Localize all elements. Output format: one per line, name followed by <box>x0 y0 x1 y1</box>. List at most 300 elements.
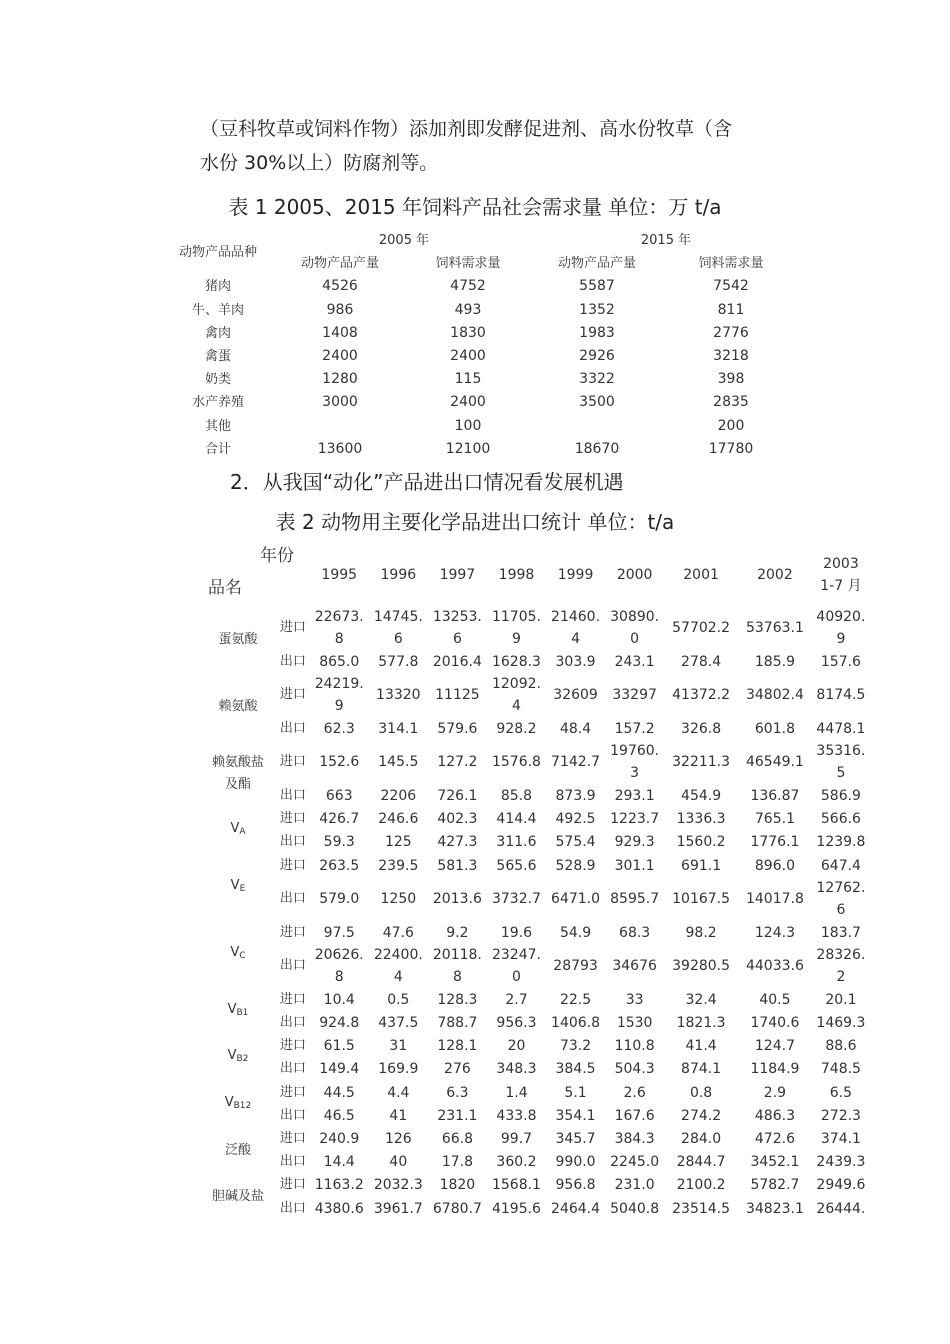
value-cell: 167.6 <box>614 1107 655 1124</box>
table-row <box>200 717 870 740</box>
value-cell: 33 <box>625 991 644 1008</box>
import-label: 进口 <box>279 1131 306 1147</box>
value-cell: 663 <box>325 787 353 804</box>
table-row <box>200 831 870 854</box>
table-row <box>200 944 870 988</box>
value-cell: 986 <box>326 301 354 318</box>
value-cell: 13600 <box>317 440 363 457</box>
export-label: 出口 <box>279 1200 306 1216</box>
import-label: 进口 <box>279 924 306 940</box>
value-cell: 579.0 <box>319 891 360 908</box>
value-cell: 66.8 <box>441 1131 473 1148</box>
value-cell: 4195.6 <box>491 1200 541 1217</box>
value-cell: 115 <box>454 371 482 388</box>
value-cell: 1280 <box>322 371 358 388</box>
export-label: 出口 <box>279 1015 306 1031</box>
header-corner <box>200 543 310 606</box>
table-row <box>160 275 800 298</box>
table-row <box>200 606 870 650</box>
value-cell: 384.3 <box>614 1131 655 1148</box>
intro-line-1: （豆科牧草或饲料作物）添加剂即发酵促进剂、高水份牧草（含 <box>200 118 733 140</box>
value-cell: 384.5 <box>555 1061 596 1078</box>
value-cell: 240.9 <box>319 1131 360 1148</box>
value-cell: 348.3 <box>496 1061 537 1078</box>
value-cell: 145.5 <box>378 754 419 771</box>
value-cell: 32.4 <box>685 991 717 1008</box>
intro-paragraph <box>200 112 820 180</box>
value-cell: 57702.2 <box>672 620 731 636</box>
value-cell: 427.3 <box>437 834 478 851</box>
value-cell: 1.4 <box>505 1084 528 1101</box>
value-cell: 1352 <box>579 301 615 318</box>
table-row <box>200 1174 870 1197</box>
value-cell: 20118. 8 <box>432 947 482 986</box>
value-cell: 9.2 <box>446 924 469 941</box>
header-year-label: 年份 <box>260 546 294 566</box>
value-cell: 1568.1 <box>491 1177 541 1194</box>
value-cell: 157.6 <box>820 653 861 670</box>
value-cell: 44.5 <box>323 1084 355 1101</box>
year-header: 2000 <box>616 566 653 583</box>
value-cell: 3000 <box>322 394 358 411</box>
import-label: 进口 <box>279 991 306 1007</box>
value-cell: 128.3 <box>437 991 478 1008</box>
value-cell: 1250 <box>380 891 417 908</box>
value-cell: 301.1 <box>614 857 655 874</box>
year-header: 2001 <box>683 566 719 583</box>
value-cell: 14017.8 <box>745 891 804 908</box>
value-cell: 276 <box>444 1061 471 1078</box>
value-cell: 2016.4 <box>432 653 482 670</box>
value-cell: 4752 <box>450 278 486 295</box>
value-cell: 2400 <box>322 348 358 365</box>
value-cell: 12762. 6 <box>816 880 866 919</box>
value-cell: 726.1 <box>437 787 478 804</box>
export-label: 出口 <box>279 653 306 669</box>
value-cell: 1628.3 <box>491 653 541 670</box>
header-feed: 饲料需求量 <box>698 256 764 272</box>
value-cell: 272.3 <box>820 1107 861 1124</box>
value-cell: 4478.1 <box>816 720 866 737</box>
value-cell: 398 <box>717 371 745 388</box>
value-cell: 19760. 3 <box>610 743 660 782</box>
table-row <box>200 1035 870 1058</box>
value-cell: 528.9 <box>555 857 596 874</box>
value-cell: 2100.2 <box>676 1177 726 1194</box>
value-cell: 4380.6 <box>314 1200 364 1217</box>
table-row <box>200 1127 870 1150</box>
value-cell: 246.6 <box>378 811 419 828</box>
value-cell: 28793 <box>553 958 598 975</box>
import-label: 进口 <box>279 620 306 635</box>
value-cell: 23514.5 <box>672 1200 731 1217</box>
value-cell: 136.87 <box>750 787 800 804</box>
product-subscript: B2 <box>236 1054 249 1065</box>
table-row <box>200 740 870 784</box>
year-header: 1998 <box>498 566 535 583</box>
row-label: 猪肉 <box>204 279 231 295</box>
value-cell: 59.3 <box>323 834 355 851</box>
value-cell: 21460. 4 <box>551 609 601 647</box>
header-item-label: 品名 <box>208 578 242 598</box>
value-cell: 231.0 <box>614 1177 655 1194</box>
value-cell: 68.3 <box>619 924 651 941</box>
value-cell: 8595.7 <box>610 891 660 908</box>
value-cell: 691.1 <box>681 857 722 874</box>
value-cell: 360.2 <box>496 1154 537 1171</box>
value-cell: 1239.8 <box>816 834 866 851</box>
value-cell: 1223.7 <box>610 811 660 828</box>
product-name: 蛋氨酸 <box>218 631 258 647</box>
value-cell: 1560.2 <box>676 834 726 851</box>
year-header: 2003 1-7 月 <box>820 555 862 594</box>
value-cell: 62.3 <box>323 720 355 737</box>
value-cell: 581.3 <box>437 857 478 874</box>
value-cell: 46.5 <box>323 1107 355 1124</box>
value-cell: 243.1 <box>614 653 655 670</box>
value-cell: 2.9 <box>763 1084 787 1101</box>
table1-header-row <box>160 229 800 252</box>
value-cell: 231.1 <box>437 1107 478 1124</box>
value-cell: 586.9 <box>820 787 861 804</box>
value-cell: 1821.3 <box>676 1015 726 1032</box>
product-name: $V_{B2}$ <box>227 1048 249 1065</box>
export-label: 出口 <box>279 1154 306 1170</box>
value-cell: 152.6 <box>319 754 360 771</box>
header-variety: 动物产品品种 <box>178 244 257 260</box>
value-cell: 414.4 <box>496 811 537 828</box>
value-cell: 2835 <box>713 394 749 411</box>
value-cell: 2.6 <box>623 1084 646 1101</box>
value-cell: 504.3 <box>614 1061 655 1078</box>
table-row <box>160 368 800 391</box>
value-cell: 2400 <box>450 394 486 411</box>
header-output: 动物产品产量 <box>300 256 379 272</box>
value-cell: 157.2 <box>614 720 655 737</box>
value-cell: 14745. 6 <box>373 609 423 647</box>
year-header: 1996 <box>380 566 417 583</box>
value-cell: 3452.1 <box>750 1154 800 1171</box>
value-cell <box>532 415 662 438</box>
export-label: 出口 <box>279 958 306 974</box>
value-cell: 2776 <box>713 324 749 341</box>
value-cell: 46549.1 <box>745 754 804 771</box>
value-cell: 99.7 <box>500 1131 533 1148</box>
value-cell: 990.0 <box>555 1154 596 1171</box>
product-subscript: A <box>239 827 246 838</box>
import-export-table <box>200 543 870 1220</box>
row-label: 其他 <box>204 418 231 434</box>
value-cell: 6.3 <box>446 1084 469 1101</box>
value-cell: 274.2 <box>681 1107 722 1124</box>
value-cell: 765.1 <box>754 811 795 828</box>
value-cell: 53763.1 <box>745 620 804 636</box>
value-cell: 34676 <box>612 958 657 975</box>
export-label: 出口 <box>279 891 306 907</box>
value-cell: 2949.6 <box>816 1177 866 1194</box>
value-cell: 577.8 <box>378 653 419 670</box>
export-label: 出口 <box>279 787 306 803</box>
value-cell: 22.5 <box>559 991 592 1008</box>
table-row <box>200 1197 870 1220</box>
row-label: 牛、羊肉 <box>191 302 244 318</box>
value-cell: 293.1 <box>614 787 655 804</box>
value-cell: 303.9 <box>555 653 596 670</box>
value-cell: 575.4 <box>555 834 596 851</box>
value-cell: 88.6 <box>825 1038 857 1055</box>
value-cell: 17.8 <box>441 1154 473 1171</box>
value-cell: 41 <box>389 1107 408 1124</box>
value-cell: 61.5 <box>323 1038 355 1055</box>
value-cell: 97.5 <box>323 924 355 941</box>
import-label: 进口 <box>279 857 306 873</box>
value-cell: 263.5 <box>319 857 360 874</box>
value-cell: 928.2 <box>496 720 537 737</box>
value-cell: 128.1 <box>437 1038 478 1055</box>
value-cell: 1469.3 <box>816 1015 866 1032</box>
value-cell: 20 <box>507 1038 526 1055</box>
value-cell: 169.9 <box>378 1061 419 1078</box>
export-label: 出口 <box>279 1061 306 1077</box>
value-cell: 17780 <box>708 440 754 457</box>
export-label: 出口 <box>279 1107 306 1123</box>
value-cell: 788.7 <box>437 1015 478 1032</box>
value-cell: 0.5 <box>387 991 410 1008</box>
section-heading: 2．从我国“动化”产品进出口情况看发展机遇 <box>230 470 624 494</box>
value-cell: 284.0 <box>681 1131 722 1148</box>
value-cell: 41372.2 <box>672 687 731 704</box>
value-cell: 18670 <box>574 440 620 457</box>
value-cell: 40 <box>389 1154 408 1171</box>
value-cell: 3961.7 <box>373 1200 423 1217</box>
value-cell: 124.3 <box>754 924 795 941</box>
value-cell: 22673. 8 <box>314 609 364 647</box>
import-label: 进口 <box>279 1177 306 1193</box>
table-row <box>160 415 800 438</box>
value-cell: 6780.7 <box>432 1200 482 1217</box>
value-cell: 437.5 <box>378 1015 419 1032</box>
value-cell: 5782.7 <box>750 1177 800 1194</box>
value-cell: 1530 <box>616 1015 653 1032</box>
value-cell: 3500 <box>579 394 615 411</box>
value-cell: 5587 <box>579 278 615 295</box>
value-cell: 2926 <box>579 348 615 365</box>
table-row <box>160 438 800 461</box>
value-cell: 1576.8 <box>491 754 541 771</box>
table-row <box>200 988 870 1011</box>
value-cell: 33297 <box>612 687 657 704</box>
value-cell: 2013.6 <box>432 891 482 908</box>
value-cell: 1740.6 <box>750 1015 800 1032</box>
header-feed: 饲料需求量 <box>435 256 501 272</box>
value-cell: 41.4 <box>685 1038 717 1055</box>
table-row <box>200 673 870 717</box>
value-cell: 6471.0 <box>551 891 601 908</box>
value-cell: 31 <box>389 1038 408 1055</box>
value-cell: 3322 <box>579 371 615 388</box>
value-cell: 6.5 <box>829 1084 853 1101</box>
value-cell: 1830 <box>450 324 486 341</box>
table-row <box>200 1104 870 1127</box>
value-cell: 374.1 <box>820 1131 861 1148</box>
value-cell: 126 <box>384 1131 412 1148</box>
table-row <box>200 650 870 673</box>
value-cell: 2206 <box>380 787 417 804</box>
value-cell: 14.4 <box>323 1154 355 1171</box>
header-output: 动物产品产量 <box>557 256 636 272</box>
value-cell: 345.7 <box>555 1131 596 1148</box>
feed-demand-table <box>160 229 800 461</box>
value-cell: 7542 <box>713 278 749 295</box>
import-label: 进口 <box>279 754 306 770</box>
value-cell: 200 <box>717 417 745 434</box>
value-cell: 426.7 <box>319 811 360 828</box>
value-cell: 10167.5 <box>672 891 731 908</box>
value-cell: 44033.6 <box>745 958 804 975</box>
value-cell: 579.6 <box>437 720 478 737</box>
value-cell: 19.6 <box>500 924 533 941</box>
value-cell: 185.9 <box>754 653 795 670</box>
value-cell: 3732.7 <box>491 891 541 908</box>
table-row <box>200 877 870 921</box>
value-cell: 493 <box>454 301 482 318</box>
value-cell: 2400 <box>450 348 486 365</box>
value-cell: 4.4 <box>387 1084 410 1101</box>
value-cell: 85.8 <box>500 787 533 804</box>
value-cell: 125 <box>384 834 412 851</box>
product-subscript: B1 <box>236 1008 249 1018</box>
value-cell: 2032.3 <box>373 1177 423 1194</box>
table-row <box>200 1081 870 1104</box>
value-cell: 149.4 <box>319 1061 360 1078</box>
table-row <box>200 854 870 877</box>
value-cell: 26444. <box>816 1200 866 1217</box>
value-cell: 1776.1 <box>750 834 800 851</box>
row-label: 合计 <box>204 441 231 457</box>
import-label: 进口 <box>279 1084 306 1100</box>
value-cell: 13320 <box>376 687 421 704</box>
import-label: 进口 <box>279 687 306 703</box>
intro-line-2: 水份 30%以上）防腐剂等。 <box>200 152 439 174</box>
value-cell: 1163.2 <box>314 1177 364 1194</box>
value-cell: 3218 <box>713 348 749 365</box>
value-cell: 32211.3 <box>672 754 731 771</box>
product-name: $V_C$ <box>230 945 246 962</box>
product-name: 泛酸 <box>224 1142 251 1158</box>
year-header: 1997 <box>439 566 476 583</box>
product-subscript: C <box>239 951 246 962</box>
value-cell: 1983 <box>579 324 615 341</box>
row-label: 水产养殖 <box>191 395 244 411</box>
table-row <box>160 391 800 414</box>
value-cell: 110.8 <box>614 1038 655 1055</box>
table2-caption: 表 2 动物用主要化学品进出口统计 单位：t/a <box>275 510 675 534</box>
value-cell: 4526 <box>322 278 358 295</box>
value-cell: 929.3 <box>614 834 655 851</box>
value-cell: 2844.7 <box>676 1154 726 1171</box>
table-row <box>200 1151 870 1174</box>
product-subscript: B12 <box>233 1100 252 1111</box>
value-cell: 48.4 <box>559 720 592 737</box>
value-cell: 32609 <box>553 687 598 704</box>
value-cell: 11125 <box>435 687 480 704</box>
export-label: 出口 <box>279 720 306 736</box>
value-cell: 486.3 <box>754 1107 795 1124</box>
value-cell: 20.1 <box>825 991 857 1008</box>
value-cell: 124.7 <box>754 1038 795 1055</box>
value-cell: 565.6 <box>496 857 537 874</box>
product-name: $V_{B12}$ <box>224 1094 252 1111</box>
value-cell: 647.4 <box>820 857 861 874</box>
value-cell: 1184.9 <box>750 1061 800 1078</box>
value-cell: 2439.3 <box>816 1154 866 1171</box>
value-cell: 47.6 <box>382 924 414 941</box>
value-cell: 34823.1 <box>745 1200 804 1217</box>
value-cell: 34802.4 <box>745 687 804 704</box>
header-year-2005: 2005 年 <box>378 233 430 248</box>
table2-header-row <box>200 543 870 606</box>
value-cell: 5040.8 <box>610 1200 660 1217</box>
value-cell: 30890. 0 <box>610 609 660 647</box>
value-cell: 924.8 <box>319 1015 360 1032</box>
year-header: 2002 <box>757 566 793 583</box>
export-label: 出口 <box>279 834 306 850</box>
value-cell: 956.8 <box>555 1177 596 1194</box>
value-cell: 601.8 <box>754 720 795 737</box>
value-cell: 22400. 4 <box>373 947 423 986</box>
value-cell: 11705. 9 <box>491 609 541 647</box>
value-cell: 40.5 <box>759 991 791 1008</box>
value-cell: 20626. 8 <box>314 947 364 986</box>
value-cell: 5.1 <box>564 1084 587 1101</box>
year-header: 1995 <box>321 566 358 583</box>
value-cell: 956.3 <box>496 1015 537 1032</box>
value-cell: 8174.5 <box>816 687 866 704</box>
value-cell: 354.1 <box>555 1107 596 1124</box>
value-cell: 12100 <box>445 440 491 457</box>
year-header: 1999 <box>557 566 594 583</box>
value-cell: 454.9 <box>681 787 722 804</box>
value-cell: 24219. 9 <box>314 676 364 715</box>
value-cell: 13253. 6 <box>432 609 482 647</box>
value-cell: 1408 <box>322 324 358 341</box>
product-name: 胆碱及盐 <box>211 1189 264 1204</box>
value-cell: 39280.5 <box>672 958 731 975</box>
value-cell: 811 <box>717 301 745 318</box>
value-cell: 2.7 <box>505 991 528 1008</box>
table-row <box>200 1012 870 1035</box>
table-row <box>160 322 800 345</box>
value-cell: 2245.0 <box>610 1154 660 1171</box>
value-cell: 311.6 <box>496 834 537 851</box>
row-label: 奶类 <box>204 372 231 388</box>
product-name: $V_{B1}$ <box>227 1002 249 1018</box>
table-row <box>200 921 870 944</box>
value-cell: 40920. 9 <box>816 609 866 647</box>
import-label: 进口 <box>279 811 306 827</box>
product-name: 赖氨酸盐 及酯 <box>211 754 264 792</box>
table-row <box>200 808 870 831</box>
value-cell: 314.1 <box>378 720 419 737</box>
import-label: 进口 <box>279 1038 306 1054</box>
value-cell: 2464.4 <box>551 1200 601 1217</box>
table-row <box>160 299 800 322</box>
row-label: 禽蛋 <box>204 349 231 365</box>
value-cell: 239.5 <box>378 857 419 874</box>
value-cell: 865.0 <box>319 653 360 670</box>
product-subscript: E <box>239 884 246 895</box>
value-cell: 127.2 <box>437 754 478 771</box>
